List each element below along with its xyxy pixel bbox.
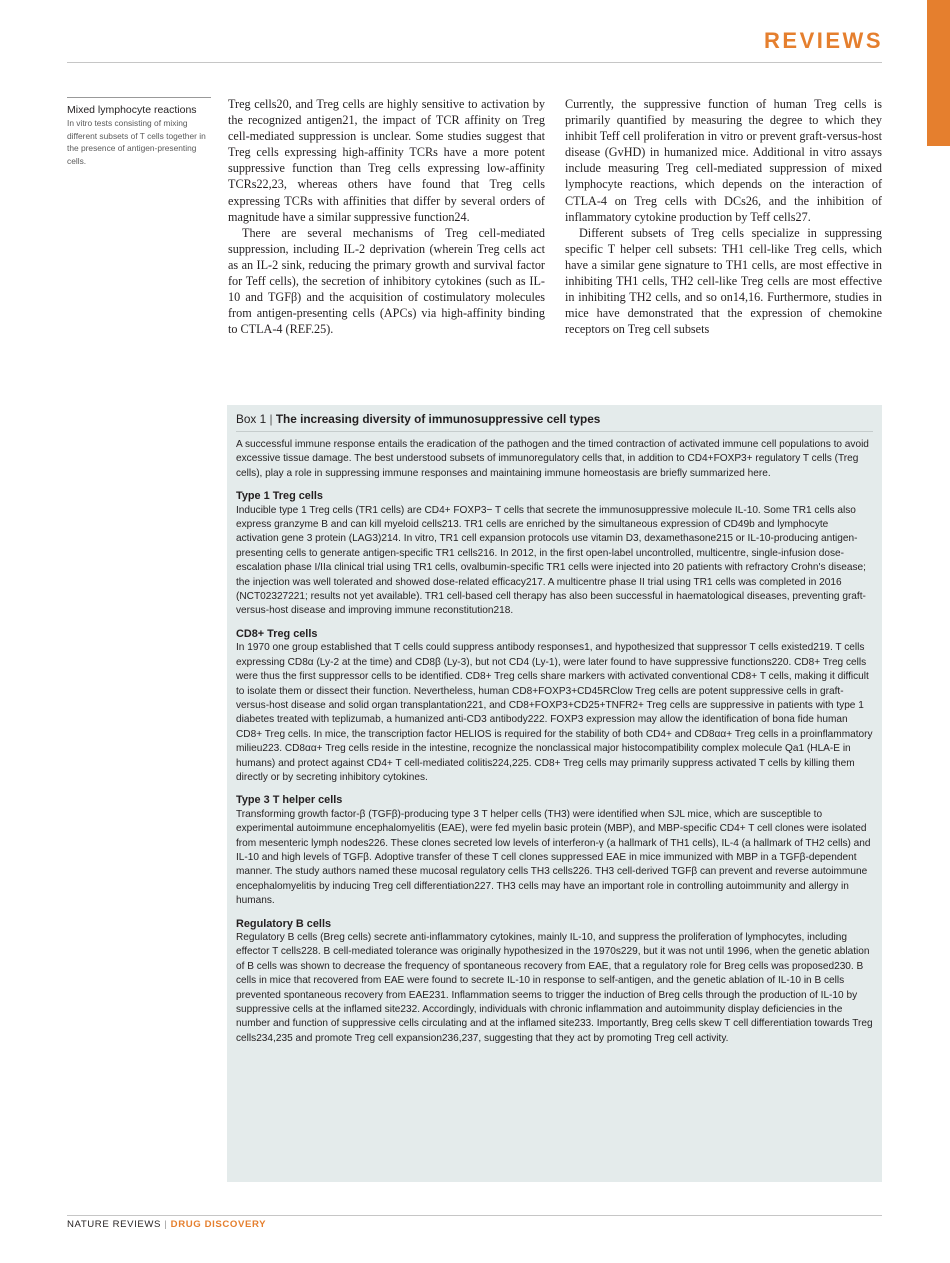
text-column-2	[565, 96, 882, 337]
footer	[67, 1219, 266, 1230]
glossary-sidebar	[67, 97, 211, 167]
section-header: REVIEWS	[764, 28, 883, 53]
section-text: Regulatory B cells (Breg cells) secrete anti-inflammatory cytokines, mainly IL-10, and suppress the proliferation of lymphocytes, including effector T cells228. B cell-mediated tolerance was originally hypothesized in the 1970s229, but it was not until 1996, when the genetic ablation of B cells was shown to decrease the frequency of spontaneous recovery from EAE, that a regulatory role for Breg cells was proposed230. B cells in mice that recovered from EAE were found to secrete IL-10 in response to self-antigen, and the genetic ablation of IL-10 in B cells prevented spontaneous recovery from EAE231. Inflammation seems to trigger the induction of Breg cells through the production of IL-10 by suppressive cells at the inflamed site232. Accordingly, individuals with chronic inflammation and autoimmunity display deficiencies in the number and function of suppressive cells circulating and at the inflamed site233. Importantly, Breg cells skew T cell differentiation towards Treg cells234,235 and promote Treg cell expansion236,237, suggesting that they act by promoting Treg cell activity.	[236, 932, 873, 1044]
box-1	[227, 405, 882, 1182]
section-text: Inducible type 1 Treg cells (TR1 cells) are CD4+ FOXP3− T cells that secrete the immunosuppressive molecule IL-10. Some TR1 cells also express granzyme B and can kill myeloid cells213. TR1 cells are enriched by the simultaneous expression of CD49b and lymphocyte activation gene 3 protein (LAG3)214. In vitro, TR1 cell expansion protocols use vitamin D3, dexamethasone215 or IL-10-producing antigen-presenting cells to generate antigen-specific TR1 cells216. In 2012, in the first open-label uncontrolled, multicentre, single-infusion dose-escalation phase I/IIa clinical trial using TR1 cells, ovalbumin-specific TR1 cells were injected into 20 patients with refractory Crohn's disease; the injection was well tolerated and showed dose-related efficacy217. A multicentre phase II trial using TR1 cells was completed in 2016 (NCT02327221; results not yet available). TR1 cell-based cell therapy has also been successful in haematological diseases, preventing graft-versus-host disease and improving immune reconstitution218.	[236, 504, 866, 617]
box-section-tr1	[236, 489, 873, 619]
journal-name: NATURE REVIEWS	[67, 1219, 162, 1230]
paragraph: Treg cells20, and Treg cells are highly sensitive to activation by the recognized antigen21, the impact of TCR affinity on Treg cell-mediated suppression is unclear. Some studies suggest that Treg cells expressing high-affinity TCRs have a more potent suppressive function than Treg cells expressing low-affinity TCRs22,23, whereas others have found that Treg cells expressing TCRs with affinities that differ by several orders of magnitude have a similar suppressive function24.	[228, 97, 545, 224]
section-heading: Regulatory B cells	[236, 917, 332, 930]
section-text: In 1970 one group established that T cells could suppress antibody responses1, and hypothesized that suppressor T cells existed219. T cells expressing CD8α (Ly-2 at the time) and CD8β (Ly-3), but not CD4 (Ly-1), were later found to have suppressive functions220. CD8+ Treg cells were thus the first suppressor cells to be identified. CD8+ Treg cells share markers with activated conventional CD8+ T cells, making it difficult to isolate them or dissect their function. Nevertheless, human CD8+FOXP3+CD45RClow Treg cells are potent suppressive cells in graft-versus-host disease and solid organ transplantation221, and CD8+FOXP3+CD25+TNFR2+ Treg cells are suppressive in patients with type 1 diabetes treated with teplizumab, a humanized anti-CD3 antibody222. FOXP3 expression may allow the identification of bona fide human CD8+ Treg cells. In mice, the transcription factor HELIOS is required for the stability of both CD4+ and CD8αα+ Treg cells in a proinflammatory milieu223. CD8αα+ Treg cells reside in the intestine, recognize the nonclassical major histocompatibility complex molecule Qa1 (HLA-E in humans) and protect against CD4+ T cell-mediated colitis224,225. CD8+ Treg cells may primarily suppress activated T cells by killing them directly or by secreting inhibitory cytokines.	[236, 642, 873, 783]
paragraph: There are several mechanisms of Treg cell-mediated suppression, including IL-2 deprivation (wherein Treg cells act as an IL-2 sink, reducing the primary growth and survival factor for Teff cells), the secretion of inhibitory cytokines (such as IL-10 and TGFβ) and the acquisition of costimulatory molecules from antigen-presenting cells (APCs) via high-affinity binding to CTLA-4 (REF.25).	[228, 225, 545, 337]
box-title	[227, 405, 882, 428]
title-separator: |	[269, 412, 273, 426]
glossary-definition: In vitro tests consisting of mixing different subsets of T cells together in the presence of antigen-presenting cells.	[67, 118, 206, 166]
box-label: Box 1	[236, 412, 267, 426]
header-rule	[67, 62, 882, 63]
glossary-term: Mixed lymphocyte reactions	[67, 104, 197, 116]
box-body	[227, 432, 882, 1046]
box-heading: The increasing diversity of immunosuppressive cell types	[275, 412, 601, 426]
box-section-cd8-treg	[236, 627, 873, 785]
box-section-breg	[236, 917, 873, 1047]
section-color-tab	[927, 0, 950, 146]
box-intro: A successful immune response entails the eradication of the pathogen and the timed contraction of activated immune cell populations to avoid excessive tissue damage. The best understood subsets of immunoregulatory cells that, in addition to CD4+FOXP3+ regulatory T cells (Treg cells), play a role in suppressing immune responses and maintaining immune homeostasis are briefly summarized here.	[236, 439, 869, 479]
section-heading: Type 1 Treg cells	[236, 490, 323, 503]
section-heading: Type 3 T helper cells	[236, 794, 343, 807]
section-text: Transforming growth factor-β (TGFβ)-producing type 3 T helper cells (TH3) were identified when SJL mice, which are susceptible to experimental autoimmune encephalomyelitis (EAE), were fed myelin basic protein (MBP), and MBP-specific CD4+ T cell clones were isolated from mesenteric lymph nodes226. These clones secreted low levels of interferon-γ (a hallmark of TH1 cells), IL-4 (a hallmark of TH2 cells) and IL-10 and high levels of TGFβ. Adoptive transfer of these T cell clones suppressed EAE in mice immunized with MBP in a TGFβ-dependent manner. The study authors named these mucosal regulatory cells TH3 cells226. TH3 cell-derived TGFβ can prevent and reverse autoimmune encephalomyelitis by inducing Treg cell differentiation227. TH3 cells may have an important role in controlling autoimmunity and allergy in humans.	[236, 808, 871, 907]
footer-separator: |	[164, 1219, 171, 1230]
section-heading: CD8+ Treg cells	[236, 627, 318, 640]
text-column-1	[228, 96, 545, 337]
journal-section: DRUG DISCOVERY	[170, 1219, 267, 1230]
paragraph: Different subsets of Treg cells specialize in suppressing specific T helper cell subsets: TH1 cell-like Treg cells, which have a similar gene signature to TH1 cells, are most effective in inhibiting TH1 cells, TH2 cell-like Treg cells are most effective in inhibiting TH2 cells, and so on14,16. Furthermore, studies in mice have demonstrated that the expression of chemokine receptors on Treg cell subsets	[565, 225, 882, 337]
footer-rule	[67, 1215, 882, 1216]
paragraph: Currently, the suppressive function of human Treg cells is primarily quantified by measuring the degree to which they inhibit Teff cell proliferation in vitro or prevent graft-versus-host disease (GvHD) in humanized mice. Additional in vitro assays include measuring Treg cell-mediated suppression of mixed lymphocyte reactions, which depends on the interaction of CTLA-4 on Treg cells with DCs26, and the inhibition of inflammatory cytokine production by Teff cells27.	[565, 97, 882, 224]
box-section-th3	[236, 793, 873, 908]
